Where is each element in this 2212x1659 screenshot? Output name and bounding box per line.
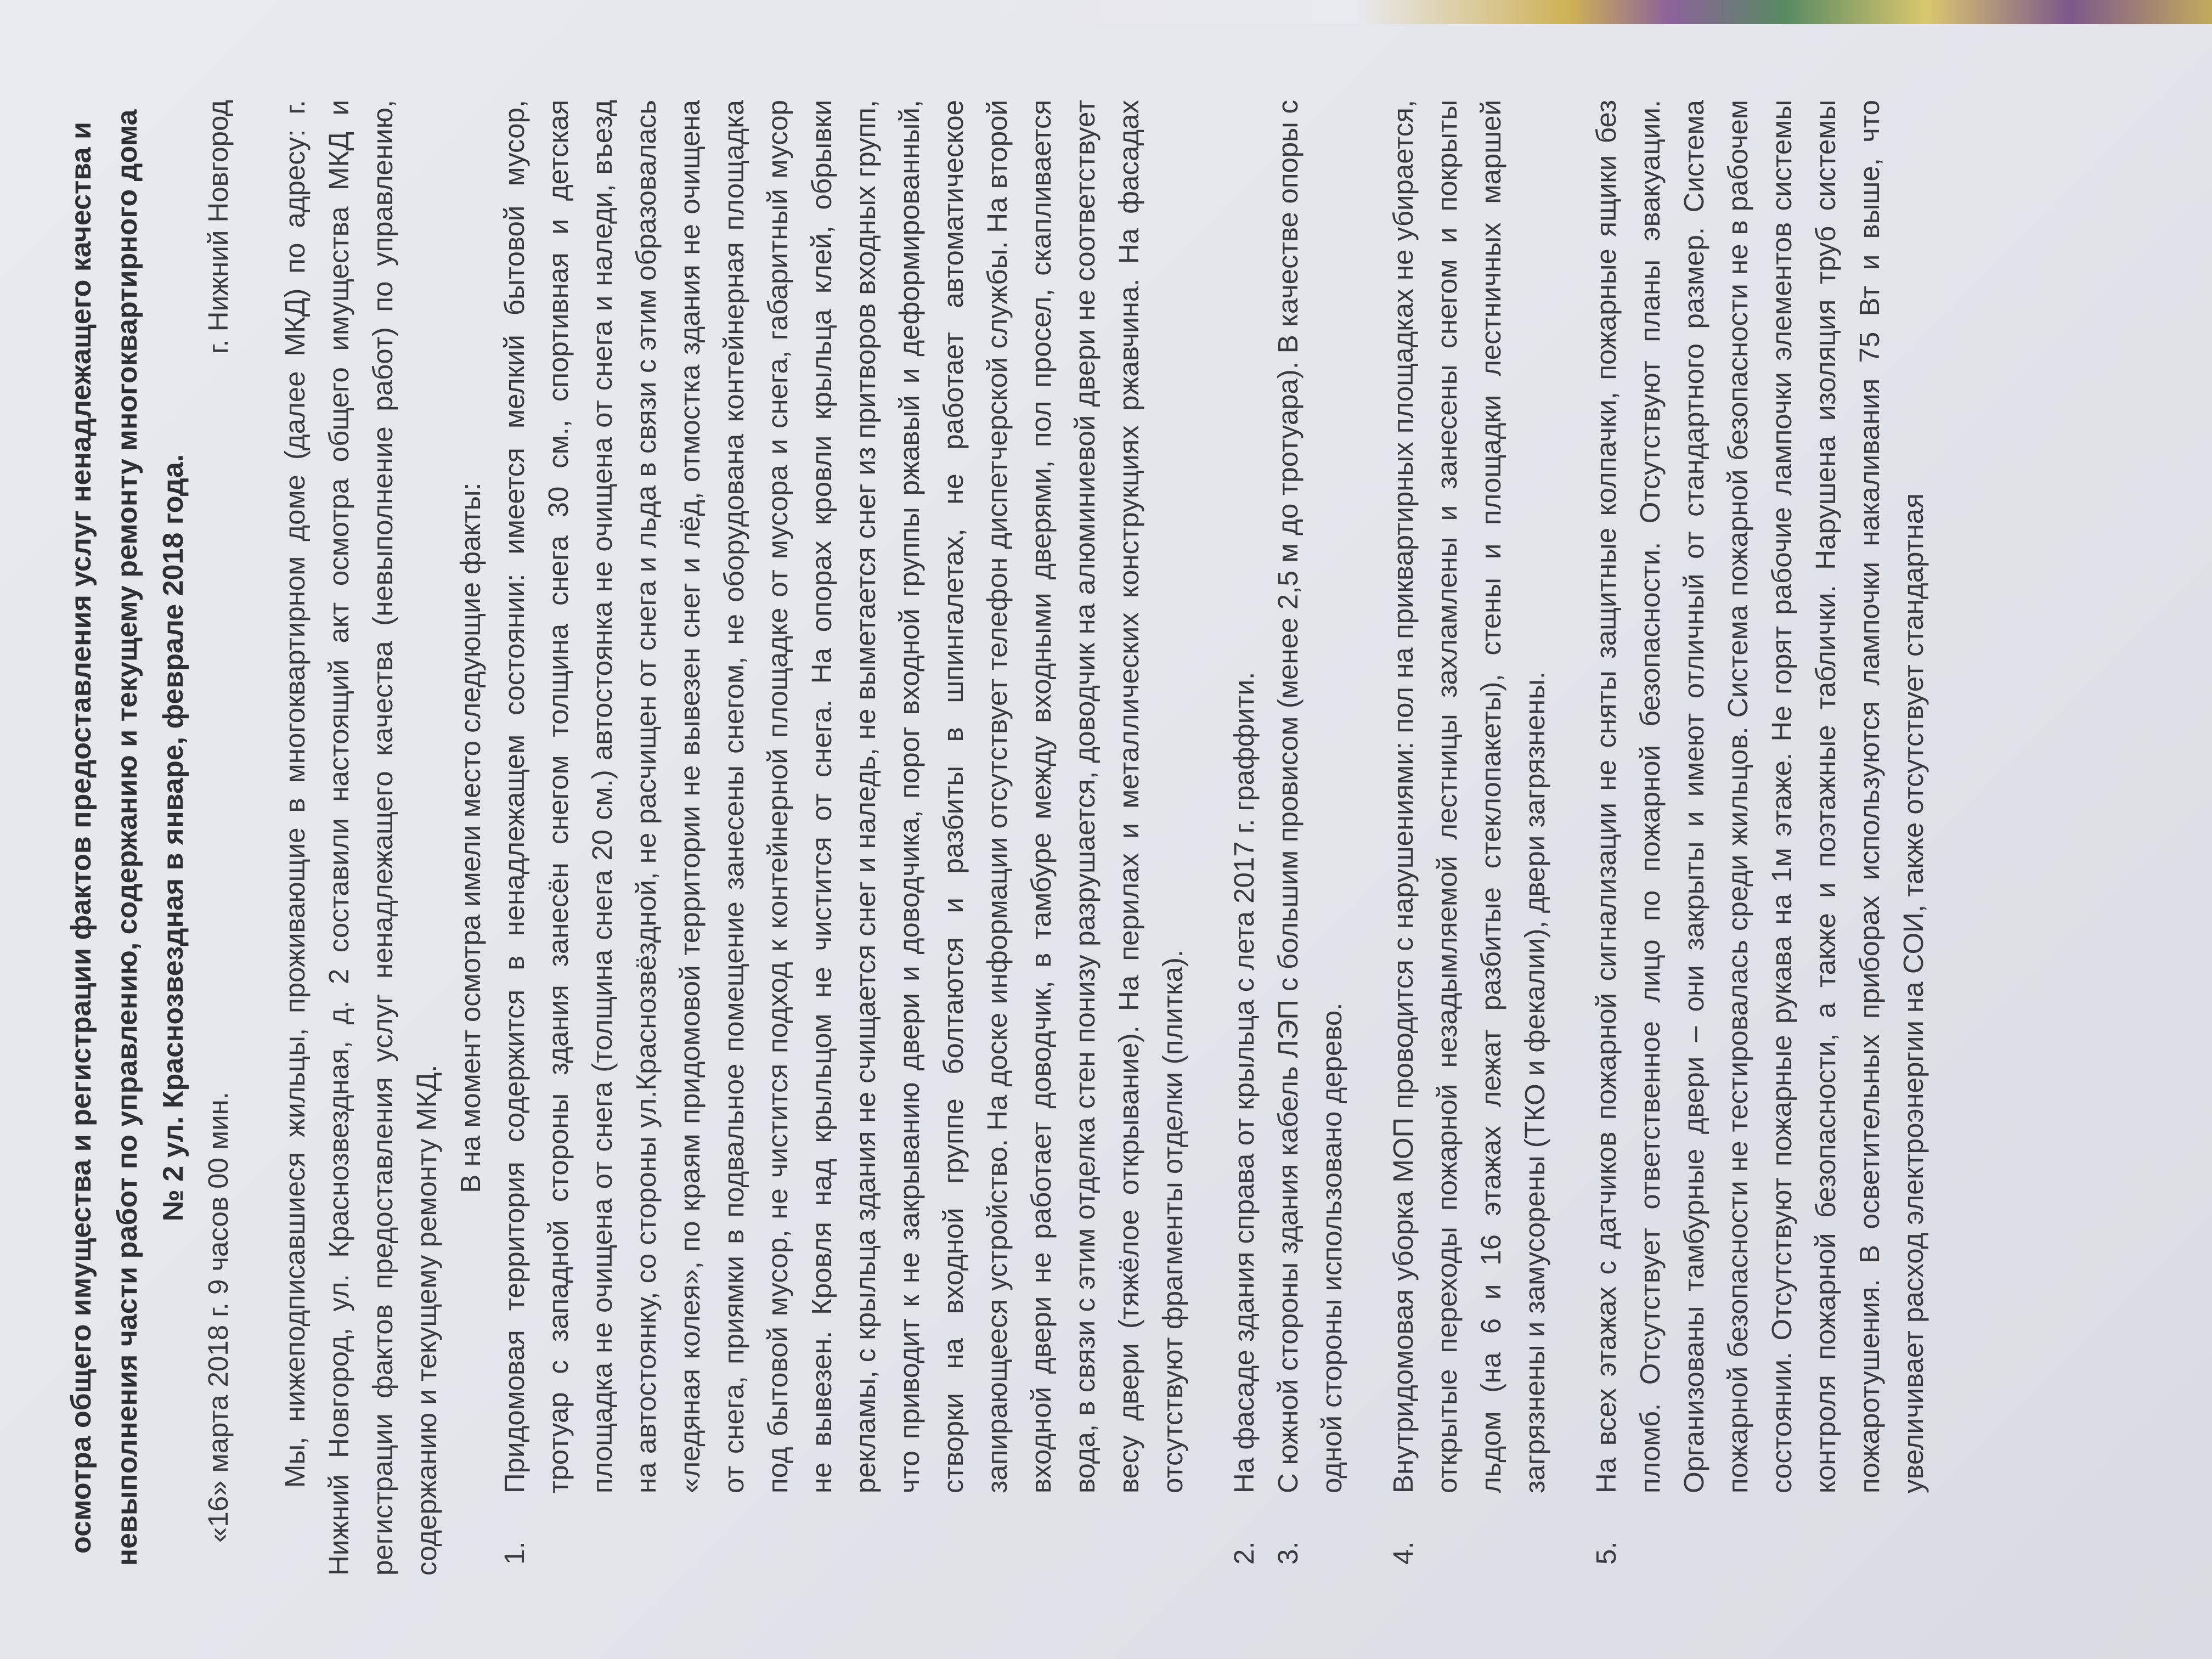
fact-number: 1. — [499, 1541, 530, 1565]
spacer — [1354, 100, 1381, 1576]
act-city: г. Нижний Новгород — [202, 100, 234, 354]
fact-text: На всех этажах с датчиков пожарной сигнализации не сняты защитные колпачки, пожарные ящики без пломб. Отсутствует ответственное лицо по пожарной безопасности. Отсутствуют планы эвакуации. Организованы тамбурные двери – они закрыты и имеют отличный от стандартного размер. Система пожарной безопасности не тестировалась среди жильцов. Система пожарной безопасности не в рабочем состоянии. Отсутствуют пожарные рукава на 1м этаже. Не горят рабочие лампочки элементов системы контроля пожарной безопасности, а также и поэтажные таблички. Нарушена изоляция труб системы пожаротушения. В осветительных приборах используются лампочки накаливания 75 Вт и выше, что увеличивает расход электроэнергии на СОИ, также отсутствует стандартная — [1590, 100, 1929, 1493]
fact-number: 4. — [1387, 1541, 1419, 1565]
fact-text: Придомовая территория содержится в ненадлежащем состоянии: имеется мелкий бытовой мусор, тротуар с западной стороны здания занесён снегом толщина снега 30 см., спортивная и детская площадка не очищена от снега (толщина снега 20 см.) автостоянка не очищена от снега и наледи, въезд на автостоянку, со стороны ул.Краснозвёздной, не расчищен от снега и льда в связи с этим образовалась «ледяная колея», по краям придомовой территории не вывезен снег и лёд, отмостка здания не очищена от снега, приямки в подвальное помещение занесены снегом, не оборудована контейнерная площадка под бытовой мусор, не чистится подход к контейнерной площадке от мусора и снега, габаритный мусор не вывезен. Кровля над крыльцом не чистится от снега. На опорах кровли крыльца клей, обрывки рекламы, с крыльца здания не счищается снег и наледь, не выметается снег из притворов входных групп, что приводит к не закрыванию двери и доводчика, порог входной группы ржавый и деформированный, створки на входной группе болтаются и разбиты в шпингалетах, не работает автоматическое запирающееся устройство. На доске информации отсутствует телефон диспетчерской службы. На второй входной двери не работает доводчик, в тамбуре между входными дверями, пол просел, скапливается вода, в связи с этим отделка стен понизу разрушается, доводчик на алюминиевой двери не соответствует весу двери (тяжёлое открывание). На перилах и металлических конструкциях ржавчина. На фасадах отсутствуют фрагменты отделки (плитка). — [499, 100, 1188, 1493]
act-date: «16» марта 2018 г. 9 часов 00 мин. — [202, 1092, 234, 1543]
spacer — [1195, 100, 1222, 1576]
act-document — [36, 23, 2176, 1636]
fact-item — [1381, 100, 1557, 1576]
facts-list — [493, 100, 1936, 1576]
fact-item — [493, 100, 1195, 1576]
intro-paragraph: Мы, нижеподписавшиеся жильцы, проживающие в многоквартирном доме (далее МКД) по адресу: г. Нижний Новгород, ул. Краснозвездная, д. 2 составили настоящий акт осмотра общего имущества МКД и регистрации фактов предоставления услуг ненадлежащего качества (невыполнение работ) по управлению, содержанию и текущему ремонту МКД. — [279, 100, 442, 1576]
place-date-line — [196, 100, 240, 1576]
fact-item — [1584, 100, 1936, 1576]
background-object — [786, 0, 2212, 24]
fact-number: 3. — [1272, 1541, 1304, 1565]
document-heading: осмотра общего имущества и регистрации фактов предоставления услуг ненадлежащего качества и невыполнения части работ по управлению, содержанию и текущему ремонту многоквартирного дома № 2 ул. Краснозвездная в январе, феврале 2018 года. — [65, 109, 189, 1566]
fact-number: 2. — [1228, 1541, 1260, 1565]
fact-text: С южной стороны здания кабель ЛЭП с большим провисом (менее 2,5 м до тротуара). В качестве опоры с одной стороны использовано дерево. — [1272, 100, 1347, 1493]
fact-text: На фасаде здания справа от крыльца с лета 2017 г. граффити. — [1228, 672, 1260, 1493]
fact-item — [1222, 100, 1266, 1576]
facts-lead: В на момент осмотра имели место следующие факты: — [455, 482, 486, 1193]
spacer — [1557, 100, 1584, 1576]
fact-text: Внутридомовая уборка МОП проводится с нарушениями: пол на приквартирных площадках не убирается, открытые переходы пожарной незадымляемой лестницы захламлены и занесены снегом и покрыты льдом (на 6 и 16 этажах лежат разбитые стеклопакеты), стены и площадки лестничных маршей загрязнены и замусорены (ТКО и фекалии), двери загрязнены. — [1387, 100, 1550, 1493]
fact-number: 5. — [1590, 1541, 1622, 1565]
fact-item — [1266, 100, 1354, 1576]
